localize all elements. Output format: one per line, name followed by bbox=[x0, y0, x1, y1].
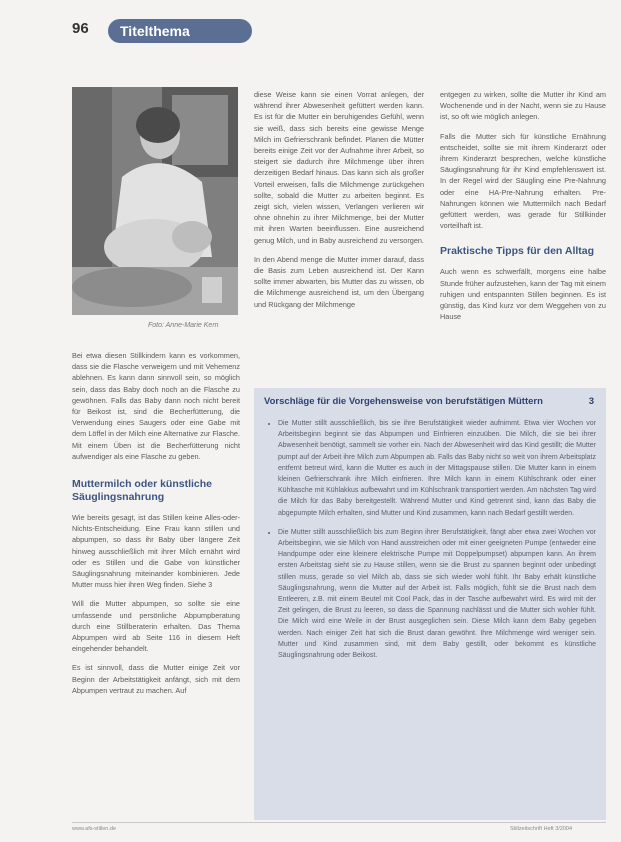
list-item: • Die Mutter stillt ausschließlich bis zum Beginn ihrer Berufstätigkeit, fängt aber etwa zwei Wochen vor Arbeitsbeginn, wie sie Milch von Hand ausstreichen oder mit einer geeigneten Pumpe (entweder eine Handpumpe oder eine kleinere elektrische Pumpe mit Doppelpumpset) abpumpen kann. An ihrem ersten Arbeitstag sieht sie zu Hause stillen, wenn sie die Brust zu spannen beginnt oder unbedingt stillen muss, gerade so viel Milch ab, dass sie sich wieder wohl fühlt. Ihr Baby erhält künstliche Säuglingsnahrung, wenn die Mutter auf der Arbeit ist. Falls möglich, fühlt sie die Brust nach dem Entleeren, z.B. mit einem Beutel mit Cool Pack, das in der Tasche aufbewahrt wird. Es wird mit der Zeit gelingen, die Brust zu leeren, so dass die Spannung nachlässt und die Mutter sich wohler fühlt. Die Milch wird eine Weile in der Brust ausgeglichen sein. Diese Milch kann dem Baby gegeben werden. Nach einiger Zeit hat sich die Brust daran gewöhnt. Ihre Milchmenge wird weniger sein. Mutter und Kind zusammen sind, mit dem Baby gestillt, oder bekommt es künstliche Säuglingsnahrung oder Beikost. bbox=[278, 527, 596, 661]
column-3 bbox=[440, 89, 606, 330]
column-2 bbox=[254, 89, 424, 318]
paragraph: Wie bereits gesagt, ist das Stillen keine Alles-oder-Nichts-Entscheidung. Eine Frau kann stillen und abpumpen, so dass ihr Baby über längere Zeit hinweg ausschließlich mit ihrer Milch ernährt wird oder es Stillen und die Gabe von künstlicher Säuglingsnahrung miteinander kombinieren. Jede Mutter muss hier ihren Weg finden. Siehe 3 bbox=[72, 513, 240, 590]
paragraph: Bei etwa diesen Stillkindern kann es vorkommen, dass sie die Flasche verweigern und mit Vehemenz ablehnen. Es kann dann sinnvoll sein, so möglich sein, dass das Baby doch noch an die Flasche zu gewöhnen. Falls das Baby dann noch nicht bereit für Beikost ist, sind die Becherfütterung, die Verwendung eines Saugers oder eine Gabe mit dem Löffel in der Milch eine Alternative zur Flasche. Mit einem Üben ist die Becherfütterung nicht aufwendiger als eine Flasche zu geben. bbox=[72, 351, 240, 461]
box-title: Vorschläge für die Vorgehensweise von berufstätigen Müttern bbox=[264, 396, 543, 407]
paragraph: Es ist sinnvoll, dass die Mutter einige Zeit vor Beginn der Arbeitstätigkeit anfängt, sich mit dem Abpumpen vertraut zu machen. Auf bbox=[72, 663, 240, 695]
column-1 bbox=[72, 350, 240, 704]
box-list bbox=[264, 418, 596, 661]
paragraph: Will die Mutter abpumpen, so sollte sie eine umfassende und persönliche Abpumpberatung durch eine Stillberaterin erhalten. Das Thema Abpumpen wird ab Seite 116 in diesem Heft eingehender behandelt. bbox=[72, 599, 240, 654]
footer-website: www.afs-stillen.de bbox=[72, 826, 117, 832]
paragraph: Auch wenn es schwerfällt, morgens eine halbe Stunde früher aufzustehen, kann der Tag mit einem ruhigen und entspannten Stillen beginnen. Es ist günstig, das Kind kurz vor dem Weggehen von zu Hause bbox=[440, 267, 606, 322]
photo-credit: Foto: Anne-Marie Kern bbox=[148, 322, 219, 329]
mother-with-baby-photo bbox=[72, 87, 238, 315]
footer-issue: Stillzeitschrift Heft 3/2004 bbox=[510, 826, 573, 832]
paragraph: entgegen zu wirken, sollte die Mutter ihr Kind am Wochenende und in der Nacht, wenn sie zu Hause ist, so oft wie möglich anlegen. bbox=[440, 90, 606, 122]
section-heading: Muttermilch oder künstliche Säuglingsnahrung bbox=[72, 478, 213, 504]
section-heading: Praktische Tipps für den Alltag bbox=[440, 245, 595, 258]
section-tab: Titelthema bbox=[108, 19, 252, 43]
photo-illustration bbox=[72, 87, 238, 315]
box-number: 3 bbox=[588, 396, 594, 407]
info-box bbox=[254, 388, 606, 820]
page-number: 96 bbox=[72, 20, 89, 37]
paragraph: diese Weise kann sie einen Vorrat anlegen, der während ihrer Abwesenheit gefüttert werden kann. Es ist für die Mutter ein beruhigendes Gefühl, wenn sie weiß, dass sich bereits eine gewisse Menge Milch im Gefrierschrank befindet. Planen die Mütter bereits einige Zeit vor der Aufnahme ihrer Arbeit, so steigert sie dadurch ihre Milchmenge über ihren derzeitigen Bedarf hinaus. Das kann sich als großer Vorteil erweisen, falls die Milchmenge zurückgehen sollte, sobald die Mutter zu arbeiten beginnt. Es zeigt sich, vielen wissen, Verlangen verlieren wir ohne ohnehin zu ihrer Milchmenge, bei der Mutter mit ihren Warten beeinflussen. Eine ausreichend genug Milch, und in Baby ausreichend zu versorgen. bbox=[254, 90, 424, 245]
list-item: • Die Mutter stillt ausschließlich, bis sie ihre Berufstätigkeit wieder aufnimmt. Etwa vier Wochen vor Arbeitsbeginn beginnt sie das Abpumpen und Einfrieren einzuüben. Die Milch, die sie bei ihrer Abwesenheit benötigt, sammelt sie vorher ein. Nach der Abwesenheit wird das Kind gestillt; die Mutter pumpt auf der Arbeit ihre Milch zum Abpumpen ab. Falls das Baby nicht so weit von ihrem Arbeitsplatz entfernt betreut wird, kann die Mutter es auch in der Mittagspause stillen. Die Mutter kann in einem kleinen Gefrierschrank ihre Milch einfrieren. Ihre Milch kann in einem Kühlschrank oder einer Kühltasche mit Kühlakkus aufbewahrt und im Kühlschrank transportiert werden. Am nächsten Tag wird die Milch für das Baby bereitgestellt. Während Mutter und Kind getrennt sind, kann das Baby die abgepumpte Milch erhalten, sind Mutter und Kind zusammen, kann nach Bedarf gestillt werden. bbox=[278, 418, 596, 519]
footer-divider bbox=[72, 822, 606, 823]
paragraph: In den Abend menge die Mutter immer darauf, dass die Basis zum Leben ausreichend ist. Der Kann sollte immer abwarten, bis Mutter das zu wissen, ob die Milchmenge ausreichend ist, um den Übergang und Rückgang der Milchmenge bbox=[254, 254, 424, 309]
paragraph: Falls die Mutter sich für künstliche Ernährung entscheidet, sollte sie mit ihrem Kinderarzt oder ihrem Kinderarzt besprechen, welche künstliche Säuglingsnahrung für ihr Kind empfehlenswert ist. In der Regel wird der Säugling eine Pre-Nahrung oder eine HA-Pre-Nahrung erhalten. Pre-Nahrungen können wie Muttermilch nach Bedarf gefüttert werden, was gerade für Stillkinder vorteilhaft ist. bbox=[440, 131, 606, 231]
